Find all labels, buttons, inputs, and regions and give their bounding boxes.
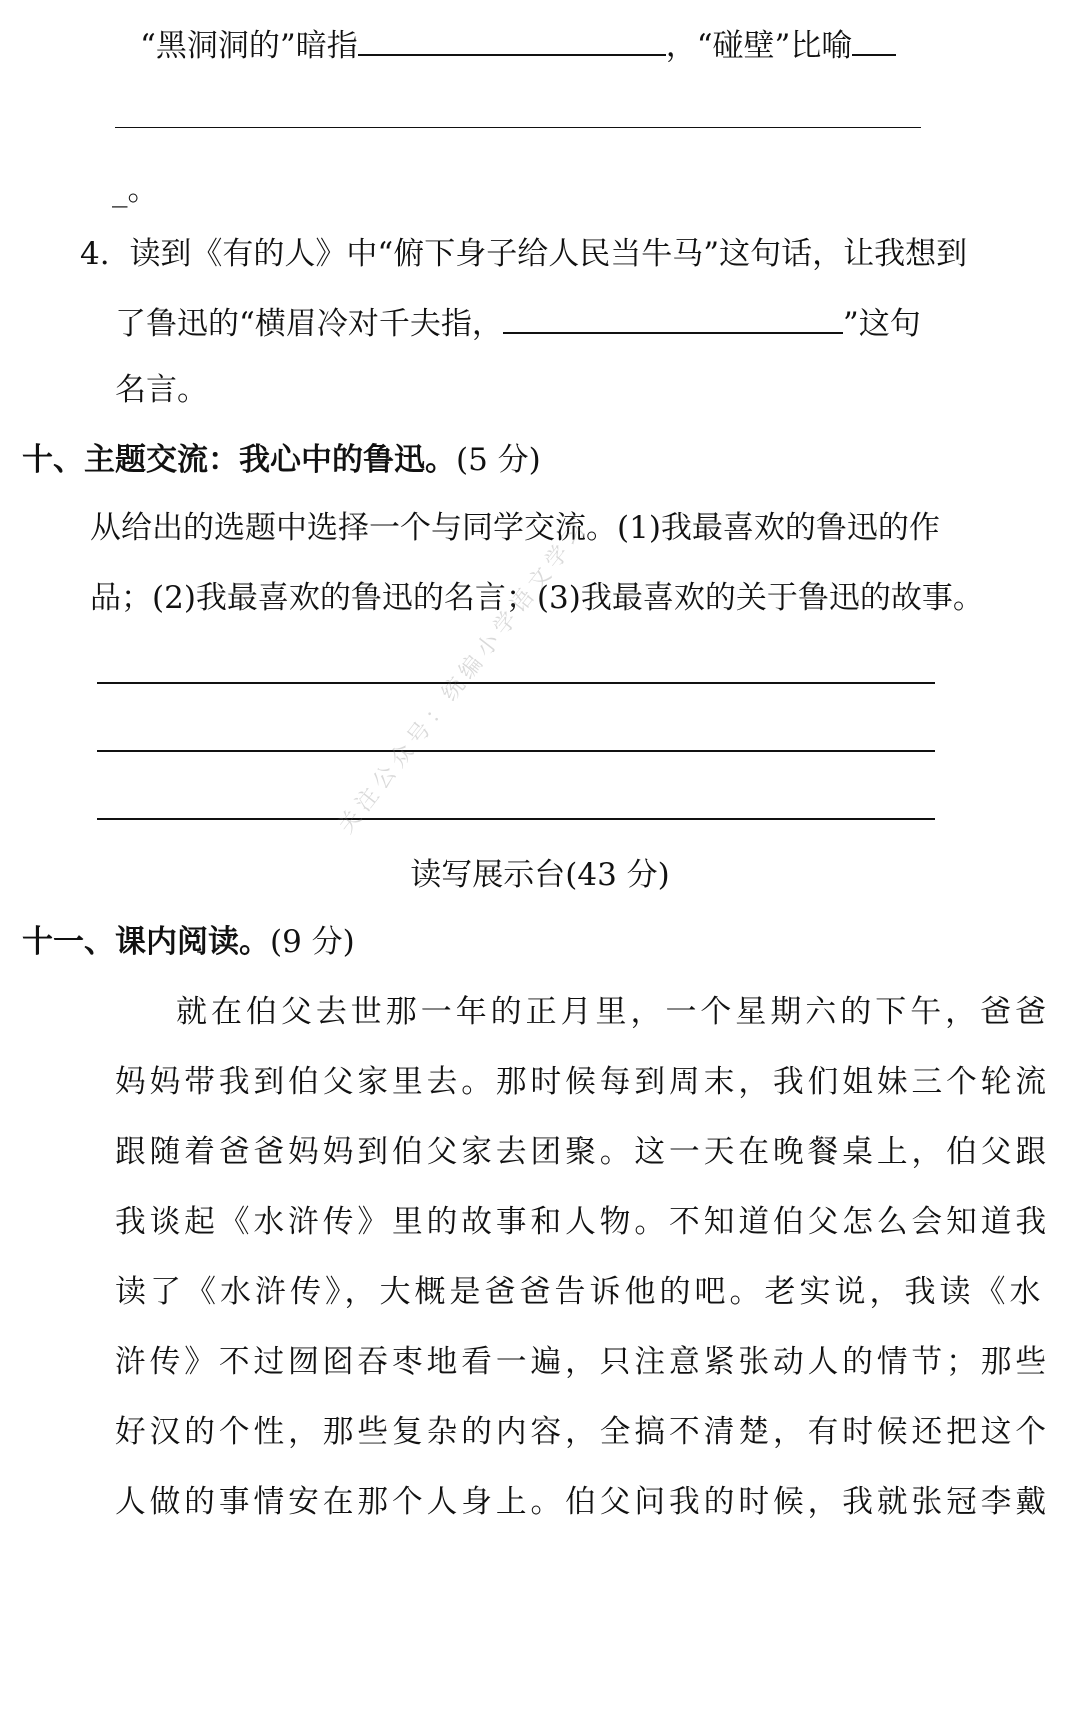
q4-line-3: 名言。 [115, 372, 208, 408]
answer-line-1[interactable] [97, 682, 935, 684]
passage-line: 人做的事情安在那个人身上。伯父问我的时候，我就张冠李戴 [115, 1484, 1050, 1520]
q4-text-1: 读到《有的人》中“俯下身子给人民当牛马”这句话，让我想到 [129, 236, 968, 272]
q4-line-1 [80, 234, 967, 274]
passage-line: 跟随着爸爸妈妈到伯父家去团聚。这一天在晚餐桌上，伯父跟 [115, 1134, 1050, 1170]
section-10-instruction-2: 品；(2)我最喜欢的鲁迅的名言；(3)我最喜欢的关于鲁迅的故事。 [90, 580, 984, 616]
part-title: 读写展示台(43 分) [410, 857, 670, 893]
section-10-title: 十、主题交流：我心中的鲁迅。 [22, 442, 456, 478]
q3-text-part1: “黑洞洞的”暗指 [140, 28, 358, 64]
q3-blank-1[interactable] [358, 24, 666, 56]
q3-blank-2-line[interactable] [115, 127, 921, 128]
passage-line: 妈妈带我到伯父家里去。那时候每到周末，我们姐妹三个轮流 [115, 1064, 1050, 1100]
q3-end: _。 [112, 172, 159, 208]
q3-blank-2-start[interactable] [852, 24, 896, 56]
passage-line: 浒传》不过囫囵吞枣地看一遍，只注意紧张动人的情节；那些 [115, 1344, 1050, 1380]
passage-line: 好汉的个性，那些复杂的内容，全搞不清楚，有时候还把这个 [115, 1414, 1050, 1450]
q3-line [140, 24, 896, 66]
section-10-score: (5 分) [456, 442, 541, 478]
section-11-score: (9 分) [270, 924, 355, 960]
passage-line: 读了《水浒传》，大概是爸爸告诉他的吧。老实说，我读《水 [115, 1274, 1045, 1310]
passage-line: 就在伯父去世那一年的正月里，一个星期六的下午，爸爸 [176, 994, 1051, 1030]
passage-line: 我谈起《水浒传》里的故事和人物。不知道伯父怎么会知道我 [115, 1204, 1050, 1240]
q4-blank[interactable] [503, 302, 843, 334]
q4-text-2a: 了鲁迅的“横眉冷对千夫指， [115, 306, 503, 342]
section-11-heading [22, 922, 355, 962]
q3-text-part2: ，“碰壁”比喻 [665, 28, 853, 64]
answer-line-3[interactable] [97, 818, 935, 820]
watermark: 关注公众号：统编小学语文学习 [333, 514, 595, 839]
answer-line-2[interactable] [97, 750, 935, 752]
q4-line-2 [115, 302, 921, 344]
q4-text-2b: ”这句 [842, 306, 921, 342]
section-10-instruction-1: 从给出的选题中选择一个与同学交流。(1)我最喜欢的鲁迅的作 [90, 510, 940, 546]
section-11-title: 十一、课内阅读。 [22, 924, 270, 960]
q4-number: 4. [80, 236, 110, 272]
section-10-heading [22, 440, 541, 480]
